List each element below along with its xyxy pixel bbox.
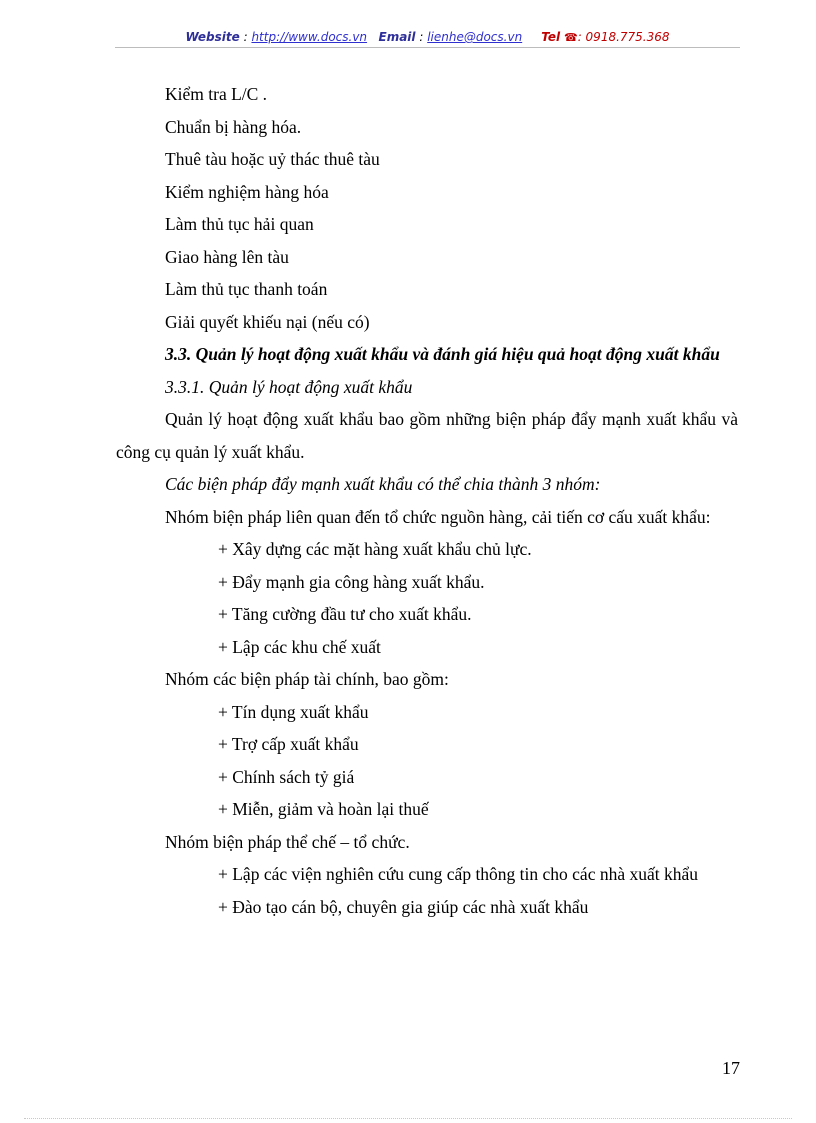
list-item: + Trợ cấp xuất khẩu xyxy=(218,734,359,754)
header-divider xyxy=(115,47,740,48)
intro-paragraph: Quản lý hoạt động xuất khẩu bao gồm những biện pháp đẩy mạnh xuất khẩu và công cụ quản lý xuất khẩu. xyxy=(116,409,738,462)
list-item: + Tăng cường đầu tư cho xuất khẩu. xyxy=(218,604,472,624)
list-item: + Miễn, giảm và hoàn lại thuế xyxy=(218,799,429,819)
tel-label: Tel xyxy=(541,30,561,44)
telephone-icon: ☎ xyxy=(563,31,578,44)
page-number: 17 xyxy=(722,1058,740,1078)
step-item: Giao hàng lên tàu xyxy=(165,246,289,267)
step-item: Kiểm tra L/C . xyxy=(165,84,268,104)
list-item: + Chính sách tỷ giá xyxy=(218,766,355,787)
website-link[interactable]: http://www.docs.vn xyxy=(251,30,368,44)
step-item: Thuê tàu hoặc uỷ thác thuê tàu xyxy=(165,149,380,169)
list-item: + Lập các khu chế xuất xyxy=(218,636,381,657)
email-label: Email xyxy=(378,30,416,44)
email-link[interactable]: lienhe@docs.vn xyxy=(427,30,523,44)
section-heading: 3.3. Quản lý hoạt động xuất khẩu và đánh giá hiệu quả hoạt động xuất khẩu xyxy=(165,344,720,364)
measures-intro: Các biện pháp đẩy mạnh xuất khẩu có thể chia thành 3 nhóm: xyxy=(165,474,601,494)
list-item: + Đào tạo cán bộ, chuyên gia giúp các nhà xuất khẩu xyxy=(218,896,589,917)
group-title: Nhóm biện pháp liên quan đến tổ chức nguồn hàng, cải tiến cơ cấu xuất khẩu: xyxy=(165,506,711,527)
step-item: Chuẩn bị hàng hóa. xyxy=(165,116,302,137)
list-item: + Tín dụng xuất khẩu xyxy=(218,701,369,722)
step-item: Làm thủ tục thanh toán xyxy=(165,279,328,299)
email-separator: : xyxy=(415,30,428,44)
list-item: + Đẩy mạnh gia công hàng xuất khẩu. xyxy=(218,571,485,592)
group-title: Nhóm biện pháp thể chế – tổ chức. xyxy=(165,831,410,852)
website-label: Website xyxy=(185,30,240,44)
subsection-heading: 3.3.1. Quản lý hoạt động xuất khẩu xyxy=(165,376,413,397)
page-header xyxy=(115,30,740,44)
list-item: + Lập các viện nghiên cứu cung cấp thông tin cho các nhà xuất khẩu xyxy=(218,864,699,884)
list-item: + Xây dựng các mặt hàng xuất khẩu chủ lực. xyxy=(218,539,532,559)
document-body xyxy=(116,78,738,923)
step-item: Kiểm nghiệm hàng hóa xyxy=(165,181,329,202)
website-separator: : xyxy=(239,30,252,44)
step-item: Làm thủ tục hải quan xyxy=(165,214,314,234)
phone-number: : 0918.775.368 xyxy=(577,30,670,44)
page-bottom-divider xyxy=(24,1118,792,1119)
group-title: Nhóm các biện pháp tài chính, bao gồm: xyxy=(165,669,449,689)
step-item: Giải quyết khiếu nại (nếu có) xyxy=(165,311,370,332)
